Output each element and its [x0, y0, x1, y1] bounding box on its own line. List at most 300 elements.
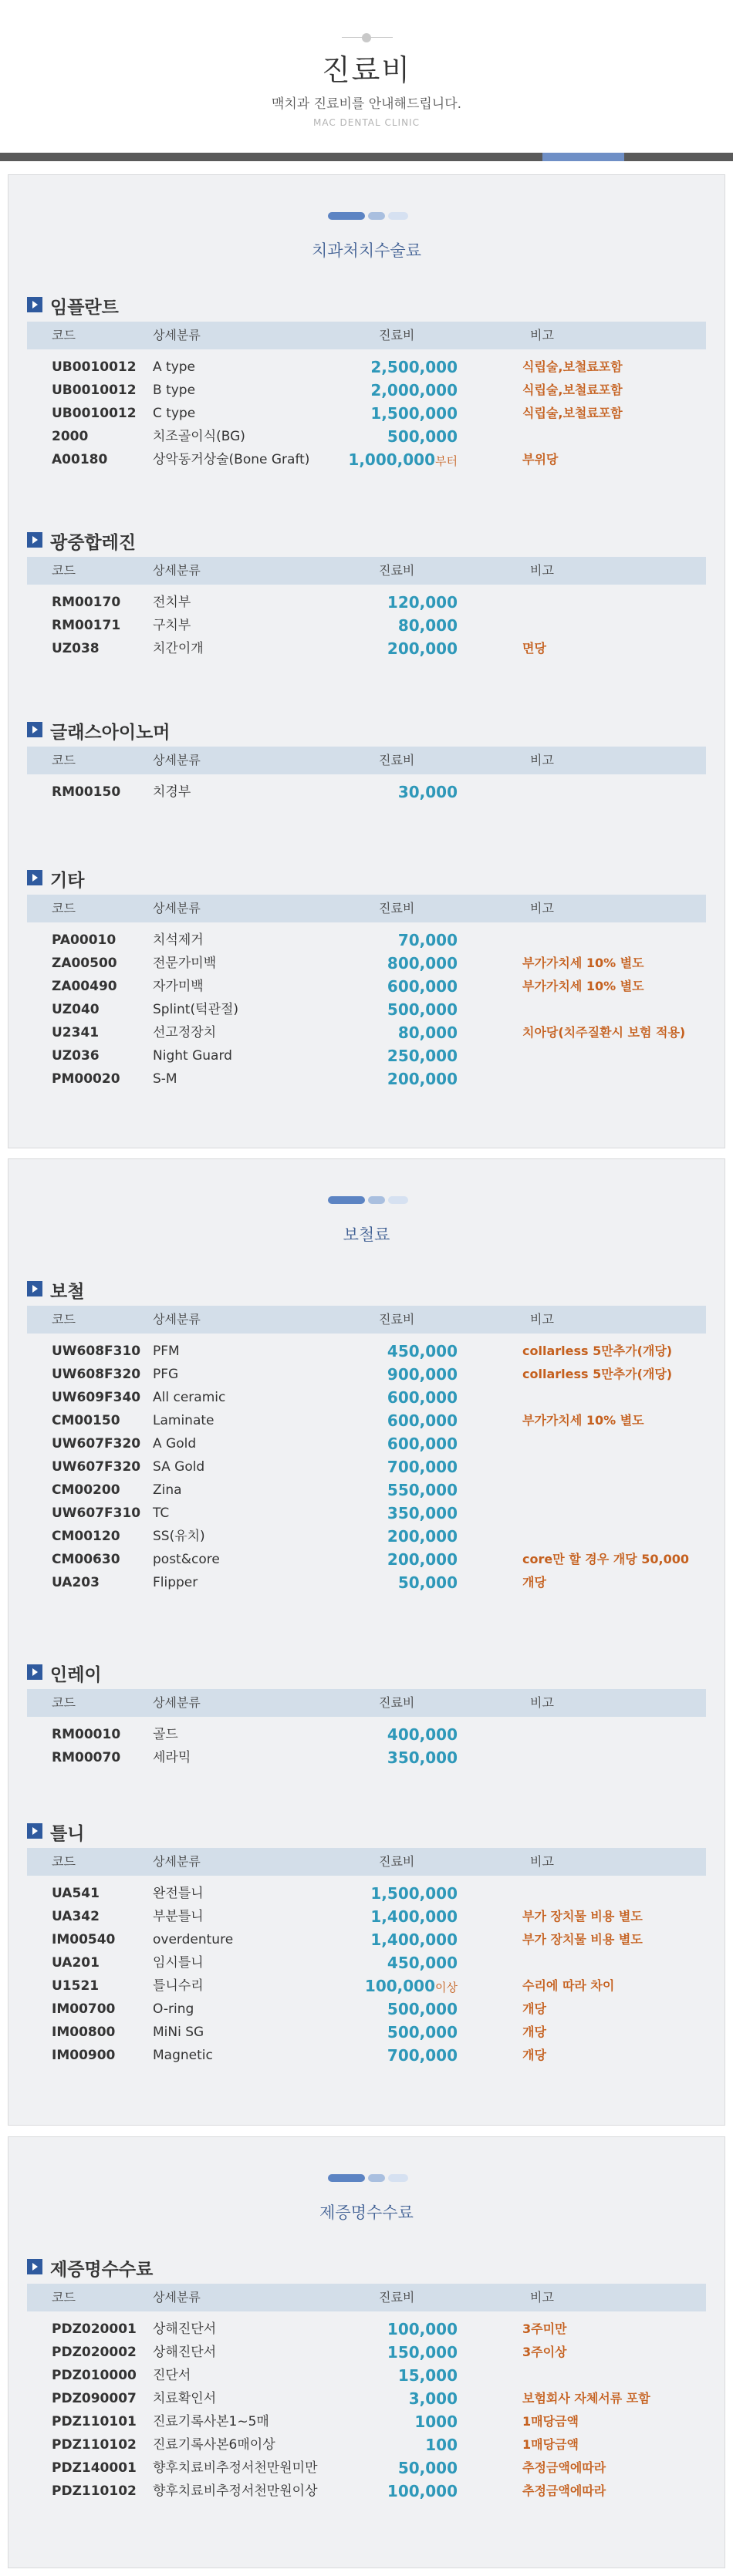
row-code: PDZ110102 — [52, 2483, 137, 2499]
table-row — [27, 1067, 706, 1091]
fee-amount: 1,500,000 — [370, 404, 458, 423]
row-fee — [326, 1998, 458, 2021]
table-row — [27, 2021, 706, 2044]
row-note: 부가가치세 10% 별도 — [522, 956, 644, 970]
row-fee — [326, 379, 458, 402]
fee-amount: 70,000 — [397, 931, 458, 949]
table-row — [27, 1455, 706, 1479]
table-row — [27, 1044, 706, 1067]
row-name: A type — [153, 359, 196, 375]
table-body — [27, 774, 706, 804]
row-fee — [326, 1455, 458, 1479]
table-row — [27, 379, 706, 402]
row-code: UA201 — [52, 1955, 100, 1971]
table-body — [27, 349, 706, 471]
row-note: collarless 5만추가(개당) — [522, 1367, 673, 1381]
fee-amount: 80,000 — [397, 616, 458, 635]
fee-amount: 100,000 — [387, 2320, 458, 2338]
row-note: 식립술,보철료포함 — [522, 406, 623, 420]
row-code: PDZ010000 — [52, 2368, 137, 2383]
fee-amount: 350,000 — [387, 1504, 458, 1522]
fee-amount: 350,000 — [387, 1748, 458, 1767]
row-note: 3주미만 — [522, 2321, 567, 2336]
table-row — [27, 1021, 706, 1044]
table-header — [27, 747, 706, 774]
panel-title: 제증명수수료 — [319, 2203, 414, 2222]
table-row — [27, 614, 706, 637]
fee-amount: 1,000,000 — [348, 450, 436, 469]
table-row — [27, 1479, 706, 1502]
table-row — [27, 591, 706, 614]
row-fee — [326, 1502, 458, 1525]
row-fee — [326, 2341, 458, 2364]
row-note: core만 할 경우 개당 50,000 — [522, 1552, 689, 1566]
row-name: O-ring — [153, 2001, 194, 2017]
col-name: 상세분류 — [153, 901, 201, 915]
row-code: UA342 — [52, 1909, 100, 1924]
panel-certificate-fees — [8, 2136, 725, 2568]
title-ornament — [0, 32, 733, 43]
table-row — [27, 1548, 706, 1571]
row-name: Night Guard — [153, 1048, 232, 1064]
col-name: 상세분류 — [153, 1695, 201, 1710]
play-icon — [27, 1664, 42, 1680]
row-fee — [326, 1548, 458, 1571]
fee-amount: 100,000 — [387, 2482, 458, 2500]
section-denture — [27, 1816, 706, 2067]
fee-amount: 1,400,000 — [370, 1930, 458, 1949]
table-body — [27, 2311, 706, 2503]
row-note: 개당 — [522, 1575, 546, 1590]
panel-title: 보철료 — [343, 1226, 390, 1244]
col-code: 코드 — [52, 753, 76, 767]
row-name: 세라믹 — [153, 1750, 191, 1765]
fee-amount: 550,000 — [387, 1481, 458, 1499]
row-code: PDZ110102 — [52, 2437, 137, 2453]
row-note: collarless 5만추가(개당) — [522, 1344, 673, 1358]
row-fee — [326, 1067, 458, 1091]
row-name: SS(유치) — [153, 1529, 205, 1544]
table-row — [27, 1571, 706, 1594]
row-code: PDZ090007 — [52, 2391, 137, 2406]
row-name: Magnetic — [153, 2048, 213, 2063]
row-code: RM00150 — [52, 784, 121, 800]
play-icon — [27, 1281, 42, 1296]
row-code: IM00700 — [52, 2001, 116, 2017]
row-name: S-M — [153, 1071, 177, 1087]
row-code: UW608F310 — [52, 1344, 141, 1359]
table-row — [27, 2318, 706, 2341]
table-row — [27, 1409, 706, 1432]
row-fee — [326, 2318, 458, 2341]
row-name: 선고정장치 — [153, 1025, 217, 1040]
col-note: 비고 — [530, 901, 554, 915]
row-name: overdenture — [153, 1932, 234, 1947]
row-code: PDZ140001 — [52, 2460, 137, 2476]
table-row — [27, 975, 706, 998]
col-fee: 진료비 — [379, 563, 415, 578]
row-note: 1매당금액 — [522, 2437, 579, 2452]
row-fee — [326, 2364, 458, 2387]
table-body — [27, 1717, 706, 1769]
col-fee: 진료비 — [379, 1312, 415, 1327]
section-title: 기타 — [50, 871, 85, 891]
row-name: 향후치료비추정서천만원이상 — [153, 2483, 318, 2499]
col-note: 비고 — [530, 753, 554, 767]
row-code: PDZ020001 — [52, 2321, 137, 2337]
fee-amount: 3,000 — [408, 2389, 458, 2408]
section-title: 틀니 — [50, 1824, 85, 1844]
table-row — [27, 1723, 706, 1746]
header-divider-bar — [0, 153, 733, 161]
row-name: 진료기록사본1~5매 — [153, 2414, 269, 2429]
table-row — [27, 2456, 706, 2480]
table-row — [27, 402, 706, 425]
table-row — [27, 448, 706, 471]
row-code: 2000 — [52, 429, 89, 444]
row-note: 개당 — [522, 2048, 546, 2062]
col-fee: 진료비 — [379, 1854, 415, 1869]
row-name: Flipper — [153, 1575, 198, 1590]
row-fee — [326, 1340, 458, 1363]
row-code: UW607F310 — [52, 1505, 141, 1521]
fee-amount: 900,000 — [387, 1365, 458, 1384]
row-name: 상해진단서 — [153, 2345, 217, 2360]
row-name: 상악동거상술(Bone Graft) — [153, 452, 310, 467]
row-code: RM00171 — [52, 618, 121, 633]
row-fee — [326, 448, 458, 473]
fee-amount: 250,000 — [387, 1047, 458, 1065]
fee-amount: 500,000 — [387, 2023, 458, 2042]
fee-amount: 1,500,000 — [370, 1884, 458, 1903]
row-code: PDZ110101 — [52, 2414, 137, 2429]
panel-treatment-fees — [8, 174, 725, 1148]
table-body — [27, 585, 706, 660]
row-name: 골드 — [153, 1727, 178, 1742]
row-fee — [326, 1974, 458, 1999]
table-row — [27, 1502, 706, 1525]
row-name: 틀니수리 — [153, 1978, 204, 1994]
row-note: 식립술,보철료포함 — [522, 359, 623, 374]
fee-amount: 200,000 — [387, 1527, 458, 1546]
row-name: post&core — [153, 1552, 220, 1567]
col-code: 코드 — [52, 1695, 76, 1710]
page-title: 진료비 — [321, 53, 412, 87]
row-note: 부가 장치물 비용 별도 — [522, 1909, 643, 1924]
section-title: 제증명수수료 — [50, 2260, 154, 2280]
section-prosthesis — [27, 1273, 706, 1594]
table-row — [27, 952, 706, 975]
col-name: 상세분류 — [153, 328, 201, 342]
row-note: 부가가치세 10% 별도 — [522, 1413, 644, 1428]
fee-amount: 2,500,000 — [370, 358, 458, 376]
fee-amount: 600,000 — [387, 1388, 458, 1407]
row-name: MiNi SG — [153, 2025, 204, 2040]
col-note: 비고 — [530, 2290, 554, 2305]
row-name: 자가미백 — [153, 979, 204, 994]
row-fee — [326, 356, 458, 379]
col-code: 코드 — [52, 901, 76, 915]
section-glass-ionomer — [27, 714, 706, 804]
table-header — [27, 557, 706, 585]
row-fee — [326, 2387, 458, 2410]
row-code: IM00540 — [52, 1932, 116, 1947]
fee-amount: 150,000 — [387, 2343, 458, 2362]
row-name: 상해진단서 — [153, 2321, 217, 2337]
row-fee — [326, 2021, 458, 2044]
table-body — [27, 1334, 706, 1594]
row-note: 3주이상 — [522, 2345, 567, 2359]
row-note: 면당 — [522, 641, 546, 656]
row-fee — [326, 2044, 458, 2067]
fee-amount: 15,000 — [397, 2366, 458, 2385]
row-fee — [326, 1746, 458, 1769]
row-fee — [326, 975, 458, 998]
row-code: UA541 — [52, 1886, 100, 1901]
table-row — [27, 1386, 706, 1409]
play-icon — [27, 870, 42, 885]
row-note: 보험회사 자체서류 포함 — [522, 2391, 650, 2406]
col-note: 비고 — [530, 1312, 554, 1327]
table-row — [27, 1882, 706, 1905]
row-note: 개당 — [522, 2001, 546, 2016]
col-fee: 진료비 — [379, 1695, 415, 1710]
fee-amount: 200,000 — [387, 1070, 458, 1088]
row-name: 치석제거 — [153, 932, 204, 948]
fee-amount: 1,400,000 — [370, 1907, 458, 1926]
row-name: 치경부 — [153, 784, 191, 800]
row-fee — [326, 998, 458, 1021]
col-name: 상세분류 — [153, 1854, 201, 1869]
section-title: 글래스아이노머 — [50, 723, 171, 743]
row-code: RM00070 — [52, 1750, 121, 1765]
fee-amount: 600,000 — [387, 977, 458, 996]
fee-amount: 30,000 — [397, 783, 458, 801]
row-code: UZ036 — [52, 1048, 100, 1064]
clinic-english-name: MAC DENTAL CLINIC — [313, 117, 420, 128]
col-code: 코드 — [52, 563, 76, 578]
row-code: CM00630 — [52, 1552, 120, 1567]
row-name: 진단서 — [153, 2368, 191, 2383]
row-name: 구치부 — [153, 618, 191, 633]
row-code: RM00170 — [52, 595, 121, 610]
row-fee — [326, 402, 458, 425]
row-code: UW608F320 — [52, 1367, 141, 1382]
table-row — [27, 929, 706, 952]
row-fee — [326, 1044, 458, 1067]
row-name: 부분틀니 — [153, 1909, 204, 1924]
row-fee — [326, 1525, 458, 1548]
play-icon — [27, 722, 42, 737]
fee-amount: 500,000 — [387, 2000, 458, 2018]
row-code: CM00150 — [52, 1413, 120, 1428]
fee-suffix: 부터 — [435, 454, 458, 468]
row-name: 치간이개 — [153, 641, 204, 656]
col-name: 상세분류 — [153, 1312, 201, 1327]
fee-suffix: 이상 — [435, 1981, 458, 1994]
row-note: 개당 — [522, 2025, 546, 2039]
fee-amount: 100 — [425, 2436, 458, 2454]
row-name: B type — [153, 383, 196, 398]
row-code: CM00200 — [52, 1482, 120, 1498]
fee-amount: 50,000 — [397, 1573, 458, 1592]
panel-title: 치과처치수술료 — [311, 241, 421, 260]
row-note: 치아당(치주질환시 보험 적용) — [522, 1025, 686, 1040]
table-header — [27, 1848, 706, 1876]
col-fee: 진료비 — [379, 328, 415, 342]
row-note: 1매당금액 — [522, 2414, 579, 2429]
section-inlay — [27, 1657, 706, 1769]
play-icon — [27, 1823, 42, 1839]
fee-amount: 2,000,000 — [370, 381, 458, 400]
fee-amount: 700,000 — [387, 2046, 458, 2065]
row-code: UB0010012 — [52, 406, 137, 421]
fee-amount: 100,000 — [364, 1977, 436, 1995]
table-row — [27, 1432, 706, 1455]
table-row — [27, 2341, 706, 2364]
table-row — [27, 2387, 706, 2410]
row-fee — [326, 1882, 458, 1905]
col-code: 코드 — [52, 2290, 76, 2305]
table-row — [27, 2364, 706, 2387]
row-code: UZ038 — [52, 641, 100, 656]
col-note: 비고 — [530, 1695, 554, 1710]
fee-amount: 400,000 — [387, 1725, 458, 1744]
row-code: ZA00500 — [52, 956, 117, 971]
row-fee — [326, 614, 458, 637]
table-row — [27, 637, 706, 660]
row-code: U1521 — [52, 1978, 100, 1994]
row-name: 치조골이식(BG) — [153, 429, 245, 444]
page-subtitle: 맥치과 진료비를 안내해드립니다. — [271, 96, 462, 112]
table-row — [27, 1974, 706, 1998]
table-row — [27, 1998, 706, 2021]
row-name: 치료확인서 — [153, 2391, 217, 2406]
row-name: Splint(턱관절) — [153, 1002, 238, 1017]
row-name: C type — [153, 406, 196, 421]
col-name: 상세분류 — [153, 563, 201, 578]
panel-prosthetic-fees — [8, 1158, 725, 2126]
fee-amount: 200,000 — [387, 639, 458, 658]
row-note: 부위당 — [522, 452, 559, 467]
table-body — [27, 1876, 706, 2067]
row-name: Zina — [153, 1482, 182, 1498]
table-header — [27, 895, 706, 922]
row-note: 부가 장치물 비용 별도 — [522, 1932, 643, 1947]
row-note: 추정금액에따라 — [522, 2483, 606, 2498]
fee-amount: 800,000 — [387, 954, 458, 973]
row-note: 수리에 따라 차이 — [522, 1978, 615, 1993]
row-fee — [326, 929, 458, 952]
play-icon — [27, 297, 42, 312]
row-fee — [326, 1571, 458, 1594]
row-fee — [326, 2410, 458, 2433]
row-note: 부가가치세 10% 별도 — [522, 979, 644, 993]
row-name: 전문가미백 — [153, 956, 217, 971]
table-row — [27, 1363, 706, 1386]
row-code: IM00800 — [52, 2025, 116, 2040]
table-header — [27, 322, 706, 349]
fee-amount: 1000 — [414, 2412, 458, 2431]
section-etc — [27, 862, 706, 1091]
row-fee — [326, 1479, 458, 1502]
row-name: 진료기록사본6매이상 — [153, 2437, 275, 2453]
col-code: 코드 — [52, 1312, 76, 1327]
row-fee — [326, 2433, 458, 2456]
row-code: U2341 — [52, 1025, 100, 1040]
table-row — [27, 1905, 706, 1928]
fee-amount: 200,000 — [387, 1550, 458, 1569]
row-name: SA Gold — [153, 1459, 205, 1475]
row-note: 추정금액에따라 — [522, 2460, 606, 2475]
table-row — [27, 2410, 706, 2433]
row-name: TC — [153, 1505, 170, 1521]
col-fee: 진료비 — [379, 753, 415, 767]
fee-amount: 600,000 — [387, 1411, 458, 1430]
fee-amount: 500,000 — [387, 1000, 458, 1019]
row-code: IM00900 — [52, 2048, 116, 2063]
table-row — [27, 998, 706, 1021]
table-row — [27, 356, 706, 379]
row-code: PA00010 — [52, 932, 117, 948]
play-icon — [27, 532, 42, 548]
section-title: 인레이 — [50, 1665, 102, 1685]
row-fee — [326, 1386, 458, 1409]
fee-amount: 120,000 — [387, 593, 458, 612]
table-row — [27, 1951, 706, 1974]
row-fee — [326, 2480, 458, 2503]
col-code: 코드 — [52, 1854, 76, 1869]
col-name: 상세분류 — [153, 2290, 201, 2305]
row-name: All ceramic — [153, 1390, 226, 1405]
fee-amount: 450,000 — [387, 1954, 458, 1972]
row-code: UW607F320 — [52, 1459, 141, 1475]
col-note: 비고 — [530, 328, 554, 342]
row-code: UB0010012 — [52, 359, 137, 375]
fee-amount: 600,000 — [387, 1435, 458, 1453]
col-code: 코드 — [52, 328, 76, 342]
section-certificates — [27, 2251, 706, 2503]
section-title: 광중합레진 — [50, 533, 137, 553]
row-name: PFM — [153, 1344, 180, 1359]
table-header — [27, 1306, 706, 1334]
row-code: UW607F320 — [52, 1436, 141, 1452]
fee-amount: 700,000 — [387, 1458, 458, 1476]
table-row — [27, 1928, 706, 1951]
row-code: UZ040 — [52, 1002, 100, 1017]
row-code: UW609F340 — [52, 1390, 141, 1405]
table-row — [27, 2044, 706, 2067]
table-header — [27, 2284, 706, 2311]
col-fee: 진료비 — [379, 2290, 415, 2305]
table-header — [27, 1689, 706, 1717]
row-fee — [326, 1432, 458, 1455]
row-fee — [326, 591, 458, 614]
table-row — [27, 1340, 706, 1363]
row-fee — [326, 2456, 458, 2480]
row-fee — [326, 425, 458, 448]
row-name: Laminate — [153, 1413, 214, 1428]
row-code: ZA00490 — [52, 979, 117, 994]
fee-amount: 500,000 — [387, 427, 458, 446]
section-implant — [27, 289, 706, 471]
row-name: 완전틀니 — [153, 1886, 204, 1901]
row-fee — [326, 1409, 458, 1432]
row-name: 향후치료비추정서천만원미만 — [153, 2460, 318, 2476]
row-name: 임시틀니 — [153, 1955, 204, 1971]
row-code: RM00010 — [52, 1727, 121, 1742]
row-code: PDZ020002 — [52, 2345, 137, 2360]
